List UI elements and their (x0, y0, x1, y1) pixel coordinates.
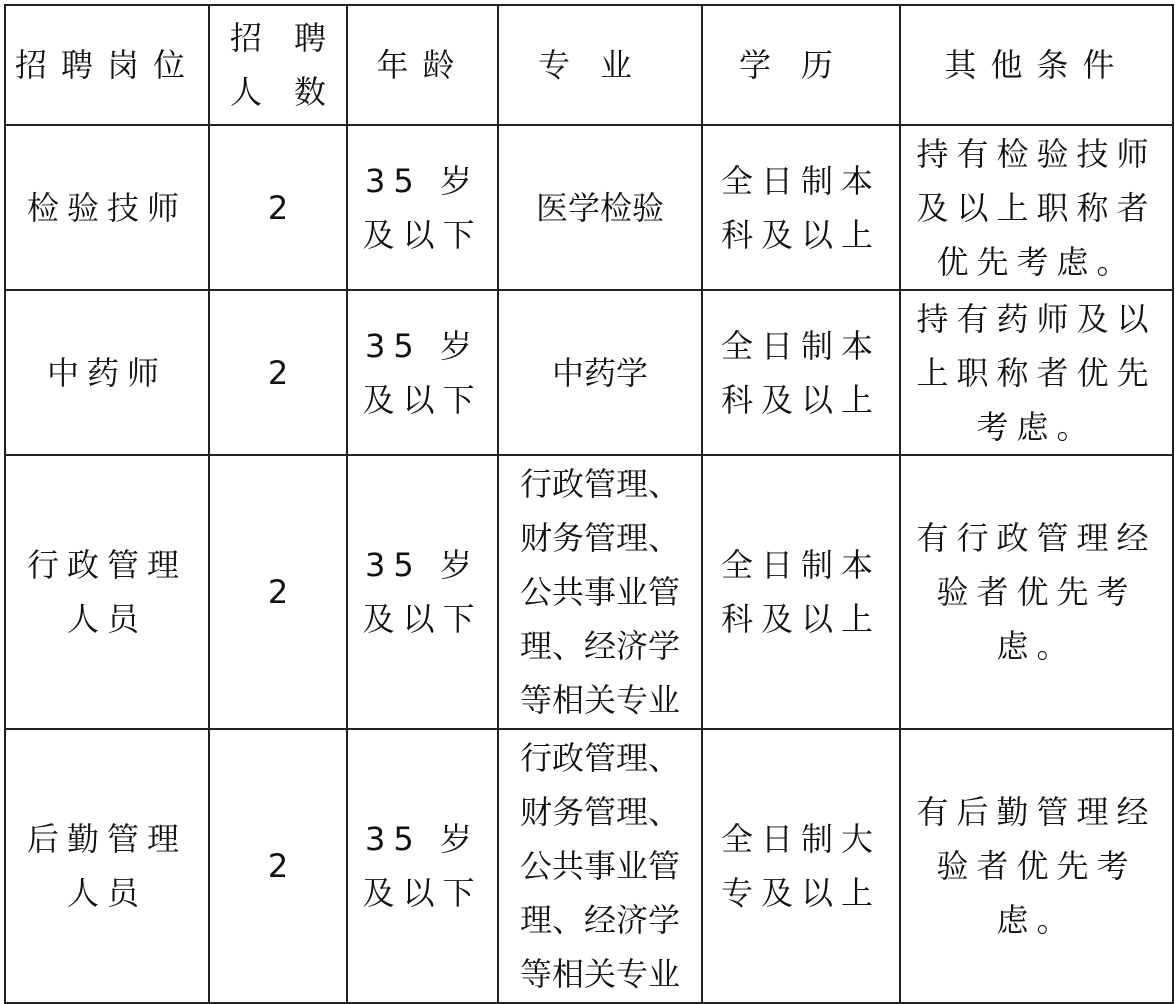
cell-age-line: 及以下 (362, 874, 483, 912)
cell-position-line: 后勤管理 (26, 820, 187, 858)
cell-other (900, 455, 1173, 729)
cell-major-line: 财务管理、 (519, 519, 680, 557)
cell-major-line: 行政管理、 (519, 465, 680, 503)
header-count-line1: 招 聘 (229, 19, 326, 57)
cell-education-line: 全日制本 (720, 546, 881, 584)
cell-other-line: 持有检验技师 (916, 134, 1157, 173)
header-major: 专业 (498, 5, 702, 125)
cell-education-line: 科及以上 (720, 380, 881, 419)
cell-age-line: 35 岁 (365, 546, 480, 584)
cell-major (498, 729, 702, 1003)
cell-position-line: 人员 (66, 600, 147, 638)
cell-major-line: 财务管理、 (519, 793, 680, 831)
table-row (5, 290, 1173, 455)
cell-education-line: 专及以上 (720, 874, 881, 912)
cell-other (900, 290, 1173, 455)
cell-age-line: 及以下 (362, 215, 483, 254)
cell-age-line: 35 岁 (365, 326, 480, 365)
cell-major-line: 行政管理、 (519, 739, 680, 777)
cell-other-line: 虑。 (996, 627, 1077, 665)
cell-age (347, 455, 498, 729)
cell-count: 2 (209, 290, 347, 455)
cell-other-line: 持有药师及以 (916, 299, 1157, 338)
cell-major (498, 455, 702, 729)
cell-education (702, 729, 900, 1003)
cell-other-line: 有后勤管理经 (916, 793, 1157, 831)
cell-education-line: 全日制本 (720, 161, 881, 200)
table-row (5, 455, 1173, 729)
cell-other (900, 125, 1173, 290)
header-position: 招聘岗位 (5, 5, 209, 125)
cell-other-line: 虑。 (996, 901, 1077, 939)
cell-major-line: 中药学 (551, 353, 648, 392)
cell-age-line: 35 岁 (365, 161, 480, 200)
cell-age (347, 125, 498, 290)
header-other: 其他条件 (900, 5, 1173, 125)
cell-position-line: 行政管理 (26, 546, 187, 584)
cell-other-line: 考虑。 (976, 407, 1097, 446)
cell-other-line: 及以上职称者 (916, 188, 1157, 227)
cell-position-line: 检验技师 (26, 188, 187, 227)
cell-major-line: 理、经济学 (519, 627, 680, 665)
cell-other-line: 有行政管理经 (916, 519, 1157, 557)
cell-other-line: 上职称者优先 (916, 353, 1157, 392)
cell-major-line: 医学检验 (535, 188, 664, 227)
cell-education-line: 科及以上 (720, 600, 881, 638)
header-count-line2: 人 数 (229, 73, 326, 111)
table-row (5, 125, 1173, 290)
cell-education-line: 科及以上 (720, 215, 881, 254)
cell-age (347, 290, 498, 455)
cell-major-line: 公共事业管 (519, 573, 680, 611)
cell-major-line: 等相关专业 (519, 955, 680, 993)
cell-other-line: 验者优先考 (936, 847, 1137, 885)
cell-position (5, 290, 209, 455)
cell-age-line: 及以下 (362, 380, 483, 419)
cell-major-line: 理、经济学 (519, 901, 680, 939)
cell-major-line: 等相关专业 (519, 681, 680, 719)
cell-education (702, 125, 900, 290)
cell-position (5, 125, 209, 290)
cell-education (702, 455, 900, 729)
table-row (5, 729, 1173, 1003)
header-age: 年龄 (347, 5, 498, 125)
cell-major (498, 290, 702, 455)
cell-major (498, 125, 702, 290)
cell-major-line: 公共事业管 (519, 847, 680, 885)
cell-age-line: 35 岁 (365, 820, 480, 858)
header-education: 学历 (702, 5, 900, 125)
cell-other-line: 优先考虑。 (936, 242, 1137, 281)
cell-age-line: 及以下 (362, 600, 483, 638)
cell-other-line: 验者优先考 (936, 573, 1137, 611)
cell-age (347, 729, 498, 1003)
cell-education-line: 全日制本 (720, 326, 881, 365)
cell-position-line: 人员 (66, 874, 147, 912)
cell-position (5, 455, 209, 729)
cell-education-line: 全日制大 (720, 820, 881, 858)
cell-count: 2 (209, 729, 347, 1003)
cell-education (702, 290, 900, 455)
cell-position-line: 中药师 (46, 353, 167, 392)
cell-count: 2 (209, 455, 347, 729)
cell-other (900, 729, 1173, 1003)
header-count (209, 5, 347, 125)
cell-count: 2 (209, 125, 347, 290)
recruitment-table (4, 4, 1174, 1004)
header-row (5, 5, 1173, 125)
cell-position (5, 729, 209, 1003)
